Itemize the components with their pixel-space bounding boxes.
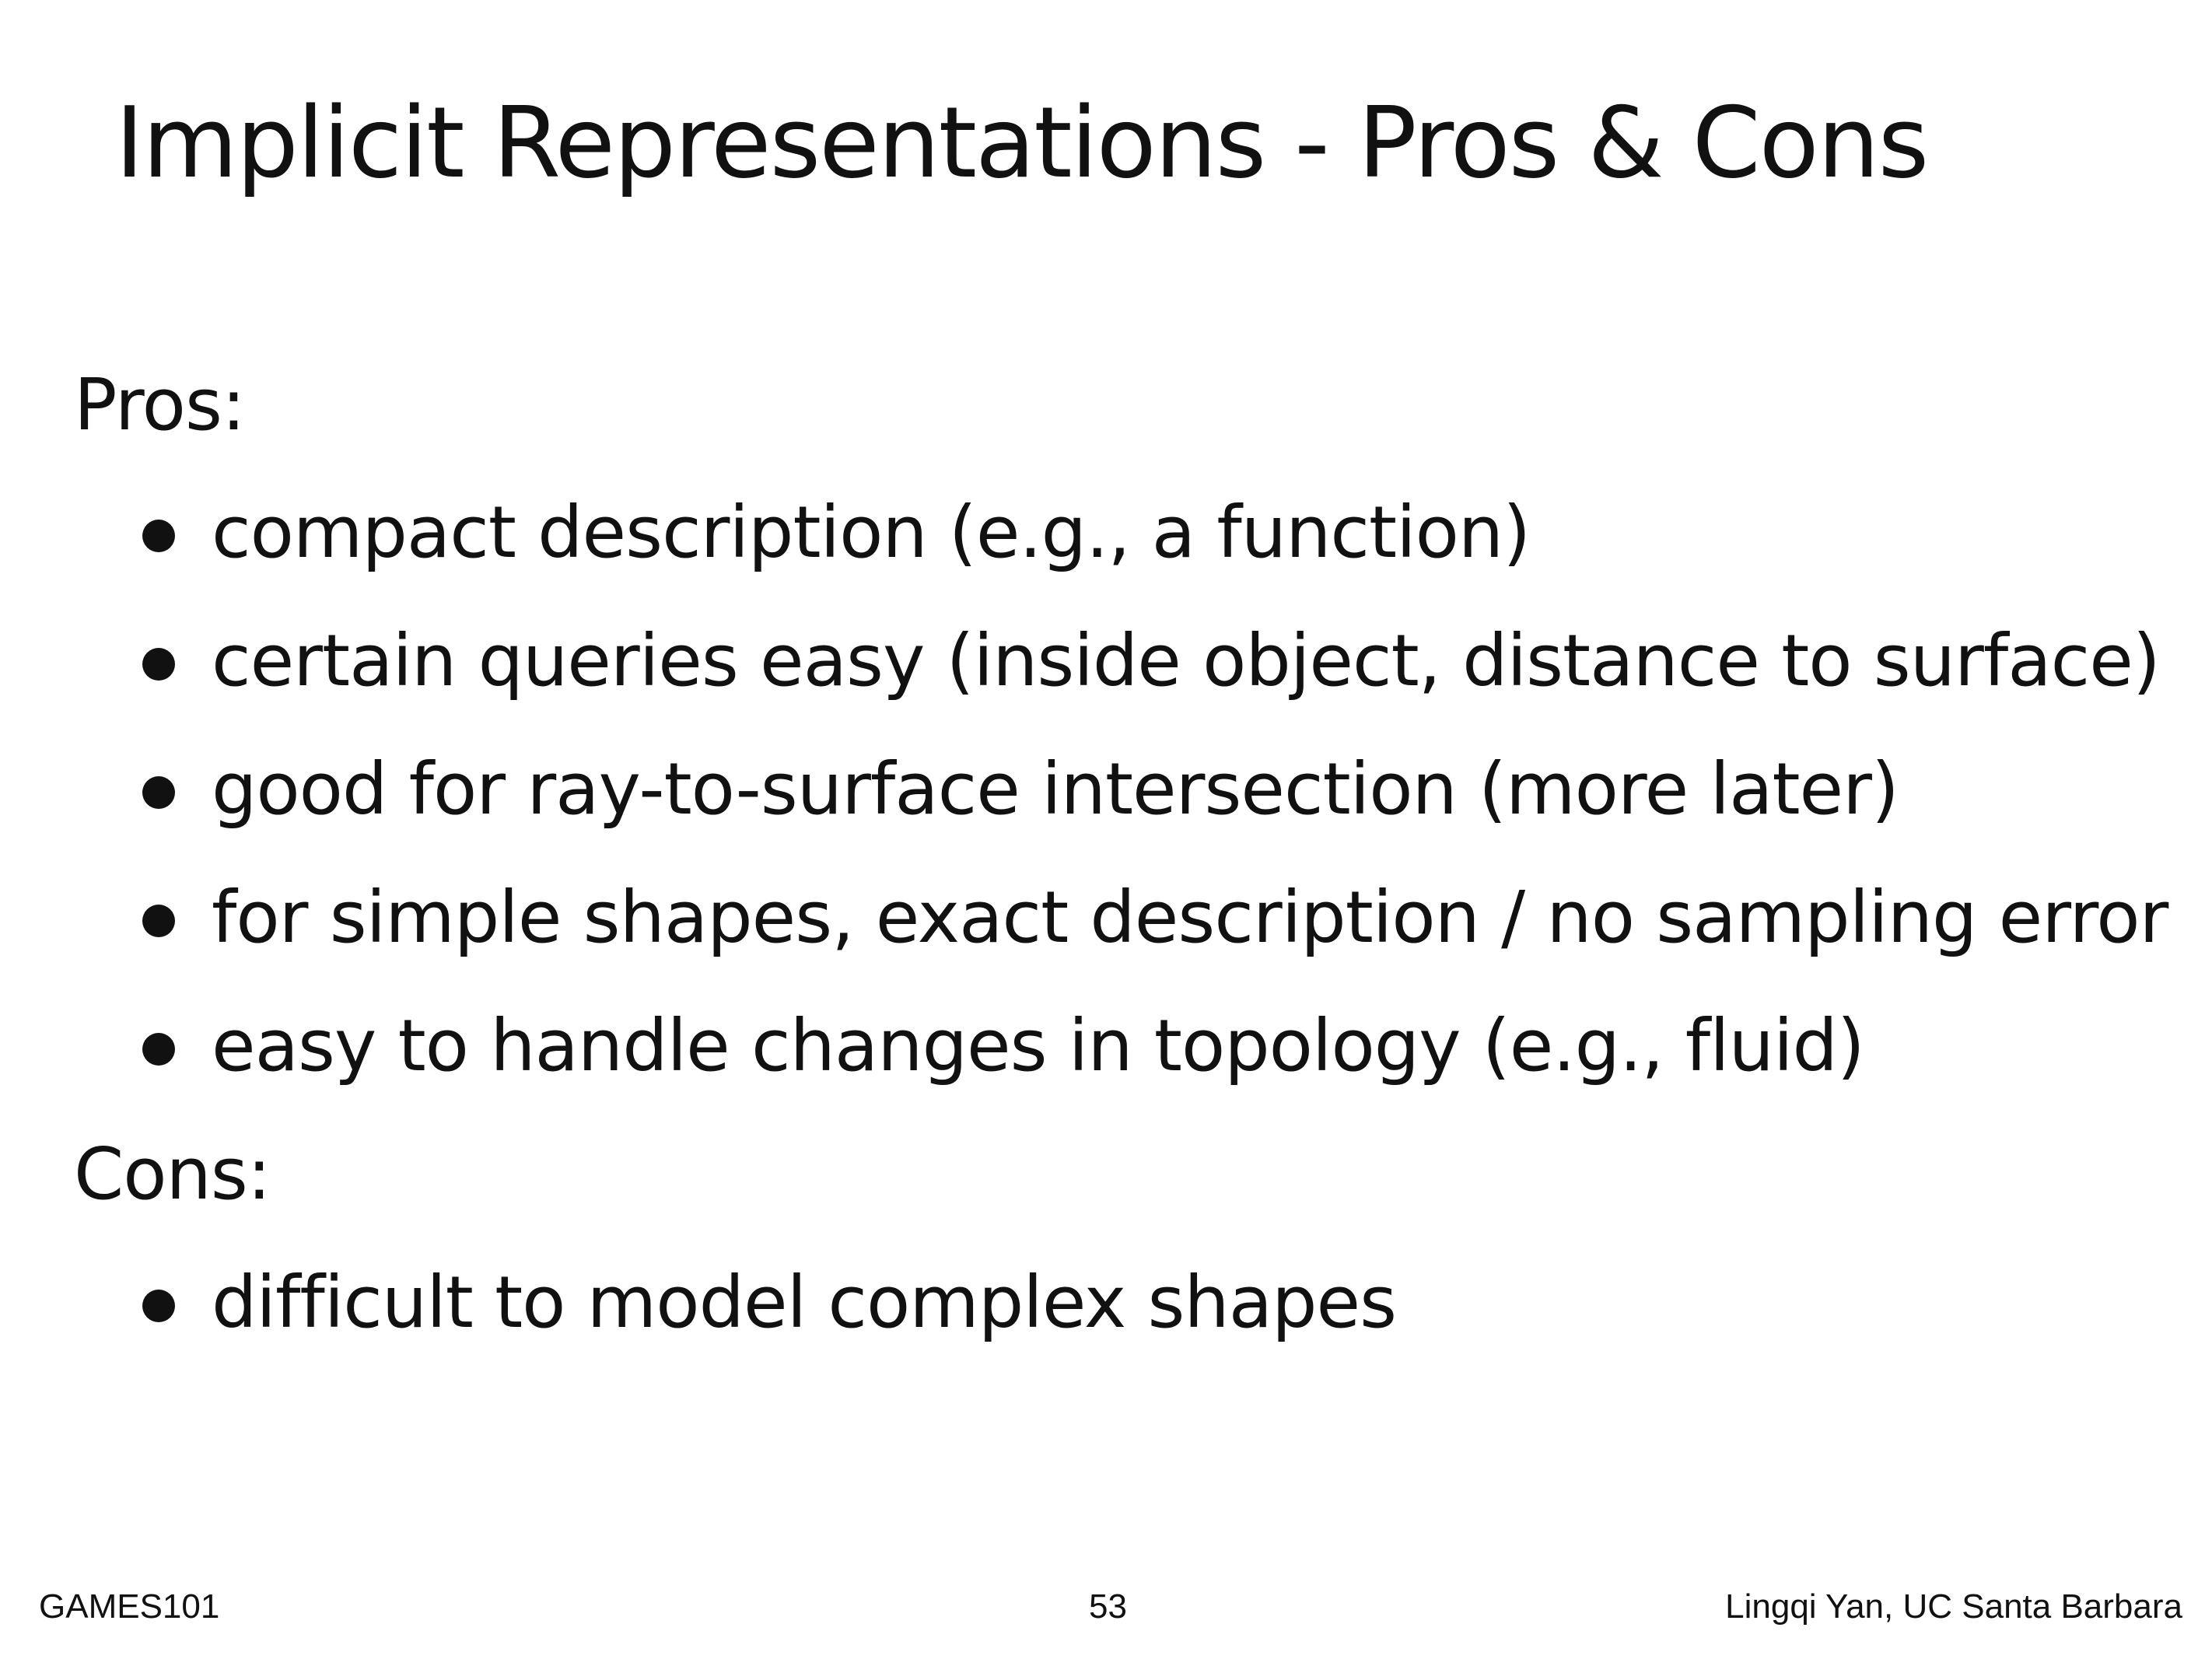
cons-heading: Cons: xyxy=(74,1132,271,1216)
pros-heading: Pros: xyxy=(74,363,245,446)
pros-item-text: certain queries easy (inside object, distance to surface) xyxy=(212,619,2160,702)
bullet-icon xyxy=(142,648,175,681)
bullet-icon xyxy=(142,776,175,809)
pros-item-text: for simple shapes, exact description / no sampling error xyxy=(212,876,2168,959)
page-number: 53 xyxy=(1089,1587,1127,1626)
bullet-icon xyxy=(142,1290,175,1322)
bullet-icon xyxy=(142,1033,175,1066)
cons-item-text: difficult to model complex shapes xyxy=(212,1261,1397,1344)
bullet-icon xyxy=(142,520,175,552)
slide-title: Implicit Representations - Pros & Cons xyxy=(115,86,1928,200)
pros-item-text: compact description (e.g., a function) xyxy=(212,491,1531,574)
footer-course: GAMES101 xyxy=(39,1587,220,1626)
footer-author: Lingqi Yan, UC Santa Barbara xyxy=(1725,1587,2182,1626)
pros-item-text: easy to handle changes in topology (e.g., fluid) xyxy=(212,1004,1864,1087)
bullet-icon xyxy=(142,905,175,937)
pros-item-text: good for ray-to-surface intersection (more later) xyxy=(212,747,1899,831)
